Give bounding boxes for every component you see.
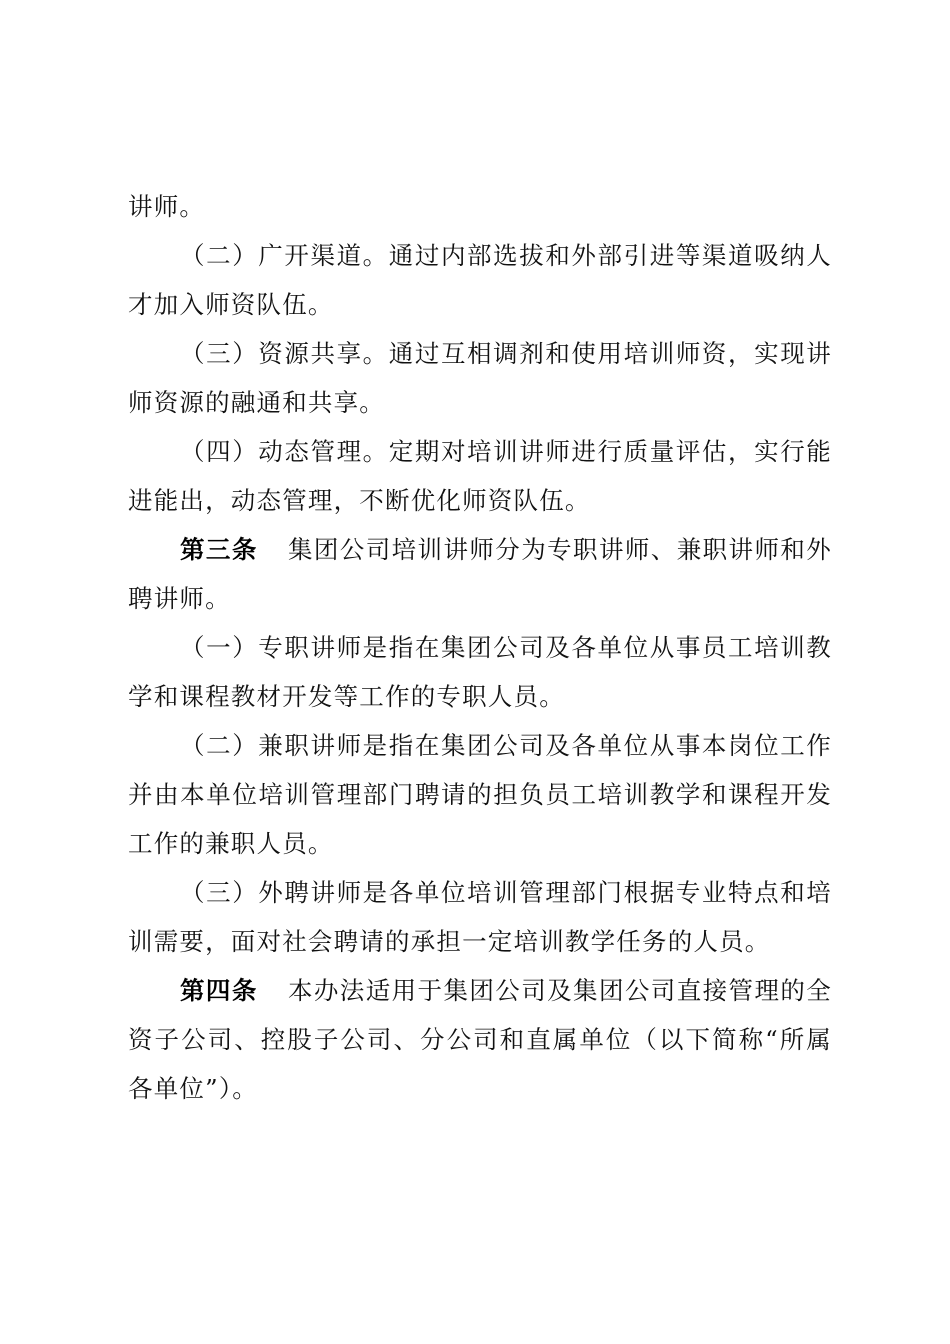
paragraph-item-dynamic-management	[128, 427, 832, 525]
paragraph-text: 讲师。	[128, 192, 206, 221]
article-number: 第三条	[180, 535, 258, 564]
article-four	[128, 966, 832, 1113]
paragraph-text: （四）动态管理。定期对培训讲师进行质量评估，实行能进能出，动态管理，不断优化师资队伍。	[128, 437, 832, 515]
article-number: 第四条	[180, 976, 258, 1005]
paragraph-text: （三）资源共享。通过互相调剂和使用培训师资，实现讲师资源的融通和共享。	[128, 339, 832, 417]
article-three	[128, 525, 832, 623]
paragraph-item-part-time-lecturer	[128, 721, 832, 868]
document-body	[128, 182, 832, 1113]
paragraph-text: （二）兼职讲师是指在集团公司及各单位从事本岗位工作并由本单位培训管理部门聘请的担负员工培训教学和课程开发工作的兼职人员。	[128, 731, 832, 858]
paragraph-continuation	[128, 182, 832, 231]
paragraph-text: 集团公司培训讲师分为专职讲师、兼职讲师和外聘讲师。	[128, 535, 832, 613]
paragraph-text: （一）专职讲师是指在集团公司及各单位从事员工培训教学和课程教材开发等工作的专职人员。	[128, 633, 832, 711]
paragraph-item-full-time-lecturer	[128, 623, 832, 721]
paragraph-item-resource-sharing	[128, 329, 832, 427]
paragraph-text: （三）外聘讲师是各单位培训管理部门根据专业特点和培训需要，面对社会聘请的承担一定培训教学任务的人员。	[128, 878, 832, 956]
paragraph-item-external-lecturer	[128, 868, 832, 966]
paragraph-text: 本办法适用于集团公司及集团公司直接管理的全资子公司、控股子公司、分公司和直属单位（以下简称“所属各单位”）。	[128, 976, 832, 1103]
paragraph-text: （二）广开渠道。通过内部选拔和外部引进等渠道吸纳人才加入师资队伍。	[128, 241, 832, 319]
paragraph-item-broaden-channels	[128, 231, 832, 329]
